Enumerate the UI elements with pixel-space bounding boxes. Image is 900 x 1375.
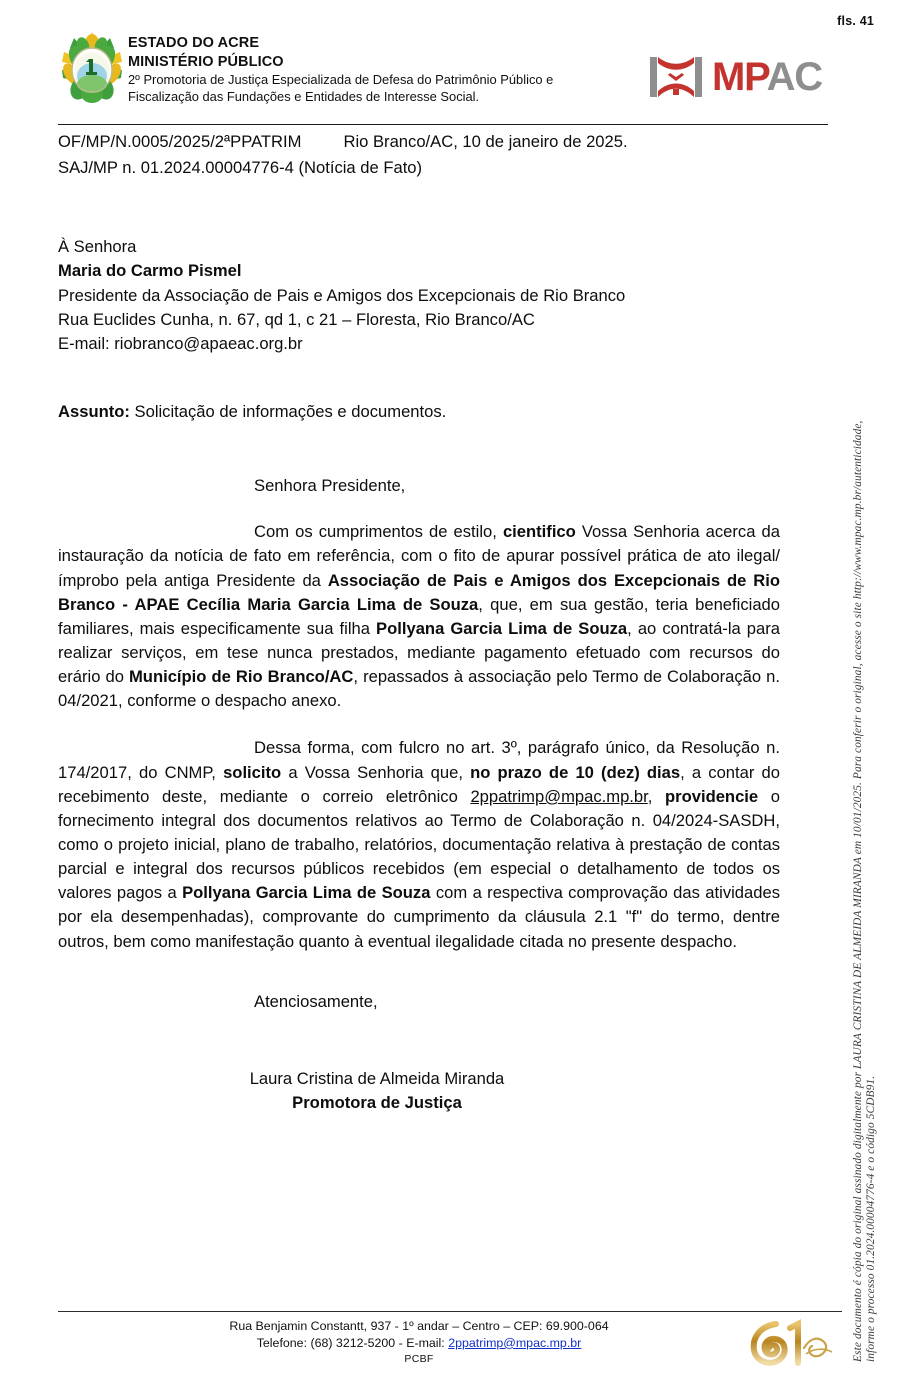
- p1-seg4: , ao contratá-la para realizar serviços, em tese nunca prestados, mediante pagamento efetuado com recursos do erário do: [58, 618, 781, 687]
- footer-code: PCBF: [404, 1353, 434, 1366]
- reference-line: [58, 130, 780, 154]
- acre-coat-of-arms-icon: [56, 28, 128, 110]
- p2-seg1: Dessa forma, com fulcro no art. 3º, parágrafo único, da Resolução n. 174/2017, do CNMP,: [58, 738, 780, 782]
- mpac-wordmark: [712, 57, 822, 97]
- org-institution-name: MINISTÉRIO PÚBLICO: [128, 53, 284, 70]
- addressee-address: Rua Euclides Cunha, n. 67, qd 1, c 21 – Floresta, Rio Branco/AC: [58, 309, 535, 329]
- org-unit-line1: 2º Promotoria de Justiça Especializada de Defesa do Patrimônio Público e: [128, 72, 554, 88]
- footer-phone-label: Telefone: (68) 3212-5200 - E-mail:: [256, 1335, 449, 1350]
- paragraph-2: [58, 736, 780, 953]
- footer-email-link[interactable]: 2ppatrimp@mpac.mp.br: [448, 1335, 582, 1350]
- p2-seg6: com a respectiva comprovação das atividades por ela desempenhadas), comprovante do cumprimento da cláusula 2.1 "f" do termo, dentre outros, bem como manifestação quanto à eventual ilegalidade citada no presente despacho.: [58, 883, 781, 951]
- p1-seg1: Com os cumprimentos de estilo,: [254, 522, 503, 542]
- saj-number: SAJ/MP n. 01.2024.00004776-4 (Notícia de Fato): [58, 157, 423, 177]
- p2-seg3: , a contar do recebimento deste, mediante o correio eletrônico: [58, 762, 781, 806]
- greeting-line: Senhora Presidente,: [254, 475, 406, 495]
- p1-bold2: Associação de Pais e Amigos dos Excepcionais de Rio Branco - APAE Cecília Maria Garcia Lima de Souza: [58, 570, 780, 614]
- org-unit-line2: Fiscalização das Fundações e Entidades de Interesse Social.: [128, 88, 480, 104]
- mpac-wordmark-mp: MP: [711, 55, 767, 99]
- footer-address: Rua Benjamin Constantt, 937 - 1º andar – Centro – CEP: 69.900-064: [229, 1319, 609, 1333]
- p2-seg4: ,: [647, 786, 665, 806]
- addressee-salutation: À Senhora: [58, 237, 137, 257]
- 61-anos-logo-icon: [746, 1318, 838, 1370]
- place-and-date: Rio Branco/AC, 10 de janeiro de 2025.: [343, 132, 628, 151]
- subject-line: [58, 400, 780, 424]
- addressee-email: E-mail: riobranco@apaeac.org.br: [58, 334, 303, 353]
- addressee-block: [58, 235, 780, 356]
- mpac-mark-icon: [649, 54, 703, 100]
- header-divider: [58, 124, 828, 125]
- p1-seg2: Vossa Senhoria acerca da instauração da notícia de fato em referência, com o fito de apurar possível prática de ato ilegal/ímprobo pela antiga Presidente da: [58, 522, 780, 590]
- letter-body: [58, 130, 780, 1114]
- letterhead: [48, 26, 840, 108]
- p2-bold1: solicito: [223, 762, 282, 782]
- mpac-logo: [649, 54, 822, 100]
- addressee-role: Presidente da Associação de Pais e Amigos dos Excepcionais de Rio Branco: [58, 285, 626, 305]
- footer-phone-email: [58, 1335, 780, 1352]
- subject-label: Assunto:: [58, 402, 130, 422]
- p1-seg3: , que, em sua gestão, teria beneficiado familiares, mais especificamente sua filha: [58, 594, 781, 638]
- org-state-name: ESTADO DO ACRE: [128, 35, 260, 51]
- p1-bold4: Município de Rio Branco/AC: [128, 667, 354, 687]
- p2-bold4: Pollyana Garcia Lima de Souza: [182, 883, 431, 903]
- p2-bold3: providencie: [665, 786, 759, 806]
- oficio-number: OF/MP/N.0005/2025/2ªPPATRIM: [58, 132, 302, 151]
- p2-email-link[interactable]: 2ppatrimp@mpac.mp.br: [470, 786, 648, 806]
- p2-seg2: a Vossa Senhoria que,: [281, 762, 471, 782]
- footer-divider: [58, 1311, 842, 1312]
- paragraph-1: [58, 520, 780, 713]
- signature-block: [58, 1067, 780, 1113]
- addressee-name: Maria do Carmo Pismel: [58, 261, 242, 281]
- p1-seg5: , repassados à associação pelo Termo de Colaboração n. 04/2021, conforme o despacho anexo.: [58, 667, 780, 711]
- organization-block: [128, 34, 553, 105]
- p1-bold3: Pollyana Garcia Lima de Souza: [376, 618, 628, 638]
- closing-line: Atenciosamente,: [254, 991, 378, 1011]
- subject-text: Solicitação de informações e documentos.: [129, 402, 447, 422]
- authentication-line-1: Este documento é cópia do original assinado digitalmente por LAURA CRISTINA DE ALMEIDA MIRANDA em 10/01/2025. Para conferir o original, acesse o site http://www.mpac.mp.br/autenticidade,: [852, 420, 864, 1362]
- p1-bold1: cientifico: [502, 522, 576, 542]
- authentication-strip: [838, 0, 878, 1375]
- mpac-wordmark-ac: AC: [766, 55, 822, 99]
- authentication-line-2: informe o processo 01.2024.00004776-4 e o código 5CDB91.: [865, 1075, 877, 1362]
- folio-number: fls. 41: [837, 14, 874, 28]
- signatory-name: Laura Cristina de Almeida Miranda: [249, 1069, 505, 1089]
- p2-bold2: no prazo de 10 (dez) dias: [470, 762, 681, 782]
- p2-seg5: o fornecimento integral dos documentos relativos ao Termo de Colaboração n. 04/2024-SASDH, como o projeto inicial, plano de trabalho, relatórios, documentação relativa à prestação de contas parcial e integral dos recursos públicos recebidos (em especial o detalhamento de todos os valores pagos a: [58, 786, 780, 903]
- footer-contact: [58, 1318, 780, 1367]
- signatory-role: Promotora de Justiça: [292, 1092, 462, 1112]
